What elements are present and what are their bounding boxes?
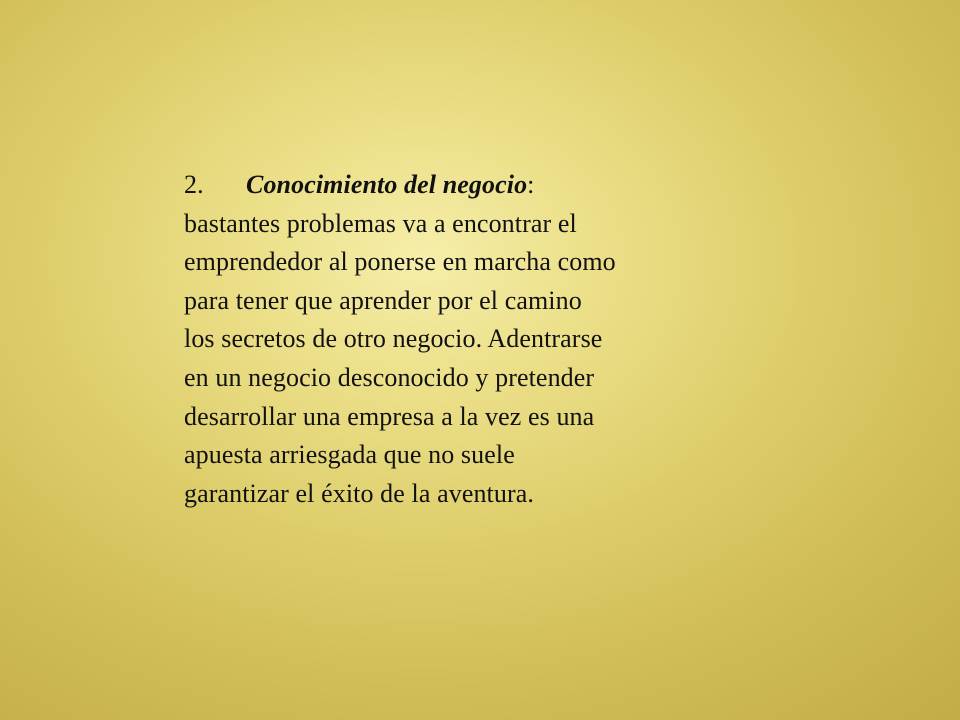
body-line-4: los secretos de otro negocio. Adentrarse: [184, 324, 603, 354]
slide-text-block: [184, 166, 744, 513]
body-line-7: apuesta arriesgada que no suele: [184, 440, 515, 470]
list-number: 2.: [184, 170, 204, 199]
body-line-8: garantizar el éxito de la aventura.: [184, 478, 534, 508]
body-line-1: bastantes problemas va a encontrar el: [184, 208, 577, 238]
heading-title: Conocimiento del negocio: [246, 170, 528, 199]
body-line-6: desarrollar una empresa a la vez es una: [184, 401, 595, 431]
body-line-2: emprendedor al ponerse en marcha como: [184, 247, 616, 277]
body-line-5: en un negocio desconocido y pretender: [184, 362, 595, 392]
heading-colon: :: [527, 170, 535, 199]
body-line-3: para tener que aprender por el camino: [184, 285, 582, 315]
heading-line: [184, 166, 744, 205]
